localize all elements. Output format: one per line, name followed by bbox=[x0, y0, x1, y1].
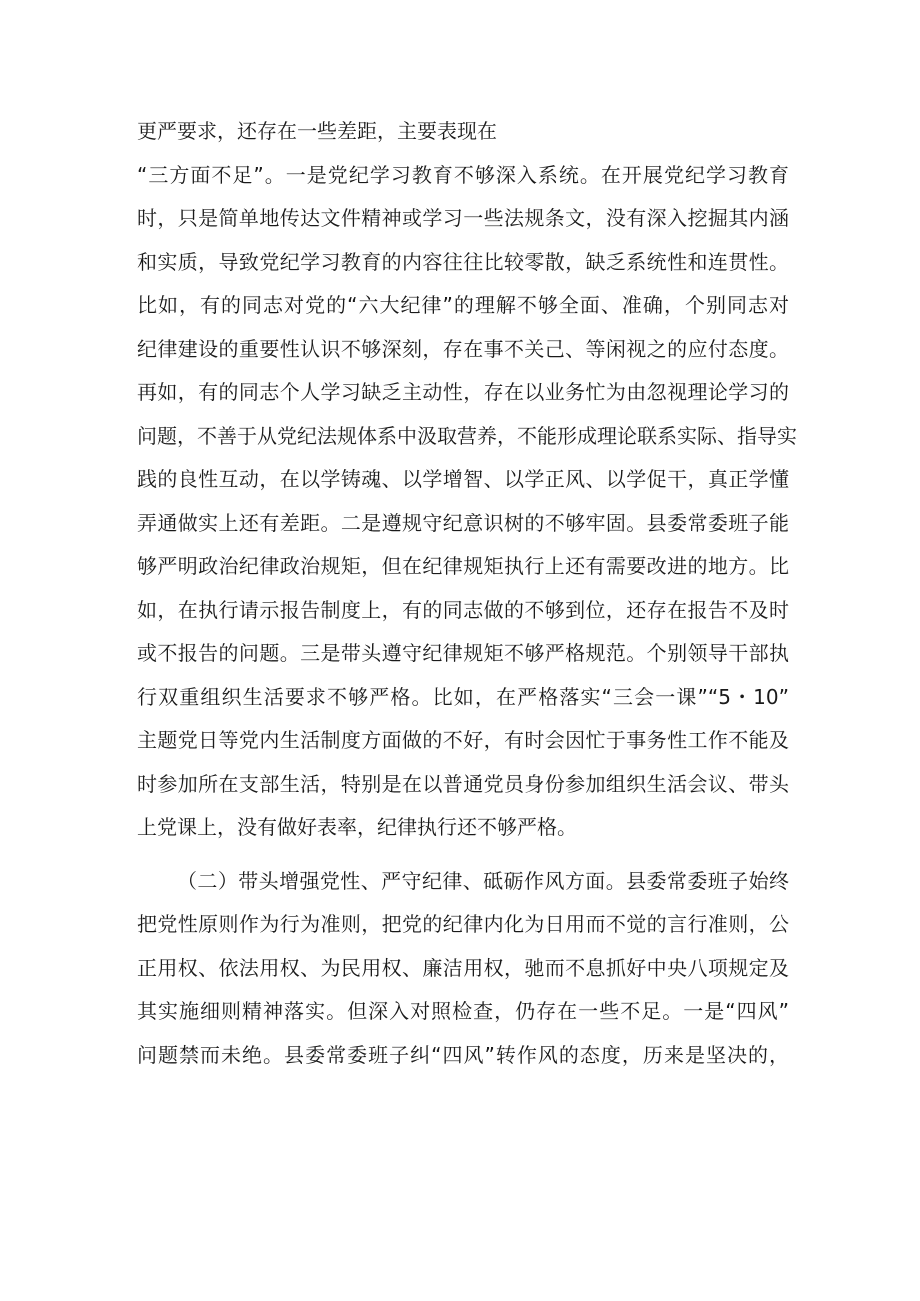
document-body bbox=[137, 110, 797, 1077]
text-line: 纪律建设的重要性认识不够深刻，存在事不关己、等闲视之的应付态度。 bbox=[137, 336, 789, 361]
text-line: 更严要求，还存在一些差距，主要表现在 bbox=[137, 119, 497, 143]
text-line: 把党性原则作为行为准则，把党的纪律内化为日用而不觉的言行准则，公 bbox=[137, 912, 789, 936]
text-line: 和实质，导致党纪学习教育的内容往往比较零散，缺乏系统性和连贯性。 bbox=[137, 249, 789, 274]
paragraph-1 bbox=[137, 110, 797, 850]
text-line: 正用权、依法用权、为民用权、廉洁用权，驰而不息抓好中央八项规定及 bbox=[137, 955, 789, 980]
text-line-heading: （二）带头增强党性、严守纪律、砥砺作风方面。县委常委班子始终 bbox=[177, 868, 789, 893]
text-line: 上党课上，没有做好表率，纪律执行还不够严格。 bbox=[137, 815, 577, 839]
text-line: 如，在执行请示报告制度上，有的同志做的不够到位，还存在报告不及时 bbox=[137, 597, 789, 622]
paragraph-gap bbox=[137, 850, 789, 860]
paragraph-2 bbox=[137, 860, 789, 1078]
text-line: 主题党日等党内生活制度方面做的不好，有时会因忙于事务性工作不能及 bbox=[137, 728, 789, 752]
text-line: 弄通做实上还有差距。二是遵规守纪意识树的不够牢固。县委常委班子能 bbox=[137, 510, 789, 535]
text-line: 时参加所在支部生活，特别是在以普通党员身份参加组织生活会议、带头 bbox=[137, 771, 789, 796]
text-line: 时，只是简单地传达文件精神或学习一些法规条文，没有深入挖掘其内涵 bbox=[137, 206, 789, 230]
text-line: 比如，有的同志对党的“六大纪律”的理解不够全面、准确，个别同志对 bbox=[137, 293, 789, 317]
text-line: 行双重组织生活要求不够严格。比如，在严格落实“三会一课”“5・10” bbox=[137, 684, 789, 709]
text-line: 再如，有的同志个人学习缺乏主动性，存在以业务忙为由忽视理论学习的 bbox=[137, 380, 789, 404]
text-line: 够严明政治纪律政治规矩，但在纪律规矩执行上还有需要改进的地方。比 bbox=[137, 554, 789, 578]
text-line: 或不报告的问题。三是带头遵守纪律规矩不够严格规范。个别领导干部执 bbox=[137, 641, 789, 665]
text-line: 问题，不善于从党纪法规体系中汲取营养，不能形成理论联系实际、指导实 bbox=[137, 423, 797, 448]
text-line: “三方面不足”。一是党纪学习教育不够深入系统。在开展党纪学习教育 bbox=[137, 162, 789, 187]
text-line: 其实施细则精神落实。但深入对照检查，仍存在一些不足。一是“四风” bbox=[137, 999, 789, 1023]
text-line: 践的良性互动，在以学铸魂、以学增智、以学正风、以学促干，真正学懂 bbox=[137, 467, 789, 491]
text-line: 问题禁而未绝。县委常委班子纠“四风”转作风的态度，历来是坚决的， bbox=[137, 1042, 789, 1067]
